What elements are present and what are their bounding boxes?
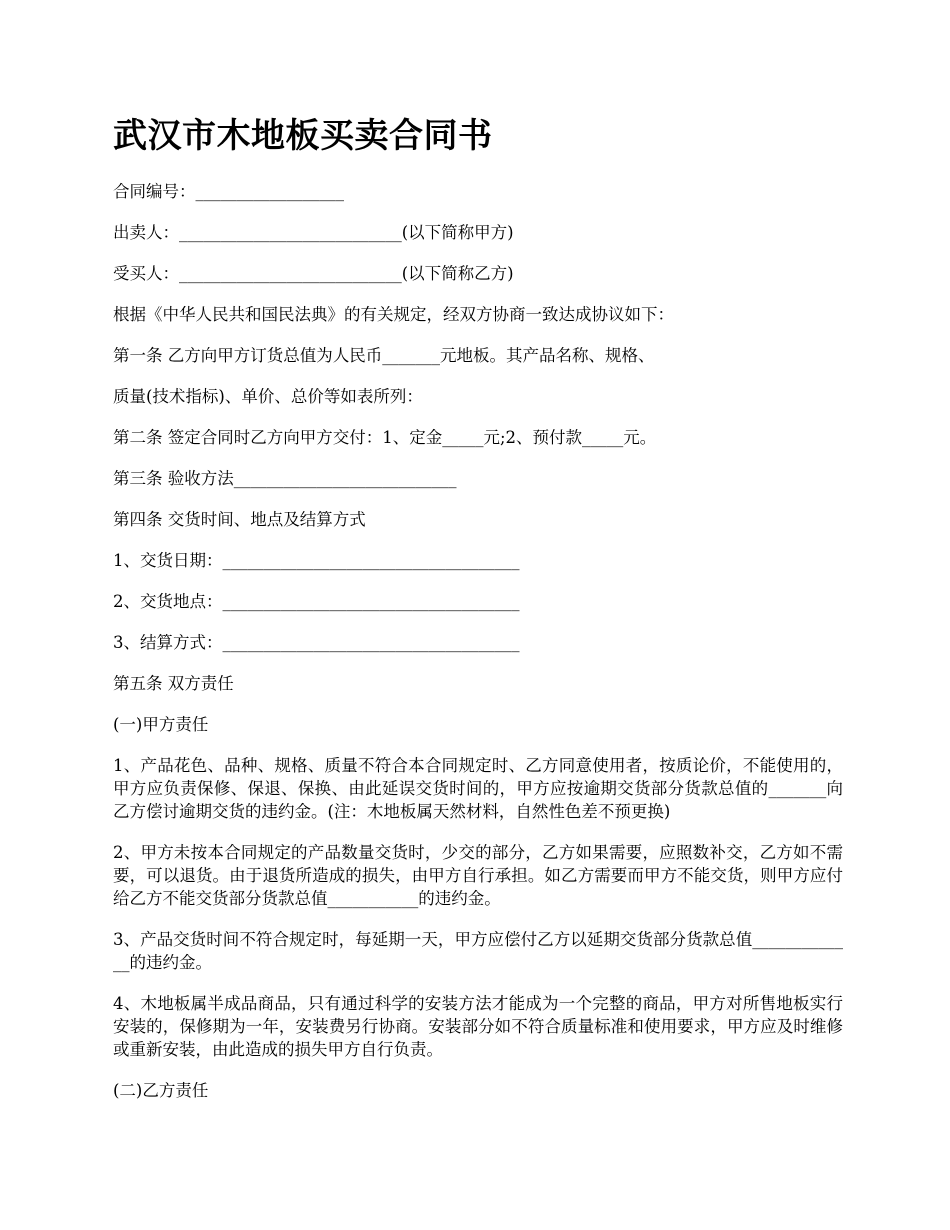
- buyer-line: 受买人：___________________________(以下简称乙方): [113, 264, 514, 283]
- party-b-responsibility-heading: (二)乙方责任: [113, 1081, 209, 1100]
- document-title: 武汉市木地板买卖合同书: [113, 116, 493, 156]
- party-a-clause-2: 2、甲方未按本合同规定的产品数量交货时，少交的部分，乙方如果需要，应照数补交，乙方如不需要，可以退货。由于退货所造成的损失，由甲方自行承担。如乙方需要而甲方不能交货，则甲方应付给乙方不能交货部分货款总值___________的违约金。: [113, 843, 843, 908]
- article-2-line: 第二条 签定合同时乙方向甲方交付：1、定金_____元;2、预付款_____元。: [113, 428, 657, 447]
- article-1-line-2: 质量(技术指标)、单价、总价等如表所列：: [113, 387, 423, 406]
- preamble-line: 根据《中华人民共和国民法典》的有关规定，经双方协商一致达成协议如下：: [113, 305, 674, 324]
- article-4-heading: 第四条 交货时间、地点及结算方式: [113, 510, 366, 529]
- party-a-clause-4: 4、木地板属半成品商品，只有通过科学的安装方法才能成为一个完整的商品，甲方对所售地板实行安装的，保修期为一年，安装费另行协商。安装部分如不符合质量标准和使用要求，甲方应及时维修或重新安装，由此造成的损失甲方自行负责。: [113, 994, 843, 1059]
- contract-number-line: 合同编号：__________________: [113, 182, 344, 201]
- party-a-clause-3: 3、产品交货时间不符合规定时，每延期一天，甲方应偿付乙方以延期交货部分货款总值_____________的违约金。: [113, 930, 843, 972]
- article-1-line-1: 第一条 乙方向甲方订货总值为人民币_______元地板。其产品名称、规格、: [113, 346, 655, 365]
- party-a-responsibility-heading: (一)甲方责任: [113, 715, 209, 734]
- article-5-heading: 第五条 双方责任: [113, 674, 234, 693]
- seller-line: 出卖人：___________________________(以下简称甲方): [113, 223, 514, 242]
- party-a-clause-1: 1、产品花色、品种、规格、质量不符合本合同规定时、乙方同意使用者，按质论价，不能使用的，甲方应负责保修、保退、保换、由此延误交货时间的，甲方应按逾期交货部分货款总值的_______向乙方偿讨逾期交货的违约金。(注：木地板属天然材料，自然性色差不预更换): [113, 756, 843, 821]
- article-3-line: 第三条 验收方法___________________________: [113, 469, 457, 488]
- delivery-date-line: 1、交货日期：____________________________________: [113, 551, 520, 570]
- settlement-method-line: 3、结算方式：____________________________________: [113, 633, 520, 652]
- document-page: [113, 110, 843, 1120]
- delivery-place-line: 2、交货地点：____________________________________: [113, 592, 520, 611]
